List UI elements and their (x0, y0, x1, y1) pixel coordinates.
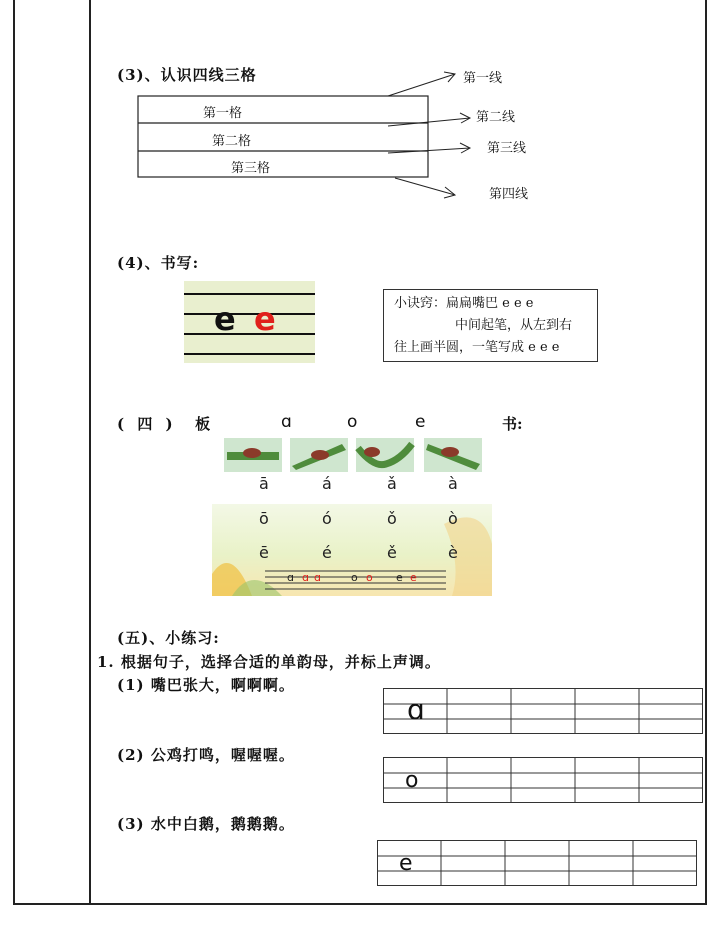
strip-letter-3: ɑ (314, 571, 321, 584)
practice-sentence-1: (1) 嘴巴张大，啊啊啊。 (117, 676, 295, 694)
tone-pictures (224, 438, 486, 472)
answer-letter-2: o (405, 768, 419, 793)
practice-heading: (五)、小练习: (117, 629, 220, 647)
tone-o-2: ó (322, 509, 332, 528)
section4-heading: (4)、书写: (117, 254, 200, 272)
tone-e-1: ē (259, 543, 269, 562)
tone-o-3: ǒ (387, 509, 397, 528)
board-letter-o: o (347, 412, 358, 432)
tone3-picture (356, 438, 414, 472)
answer-letter-3: e (399, 851, 413, 876)
strip-letter-7: e (410, 571, 417, 584)
frame-divider (89, 0, 91, 905)
tip-line-3: 往上画半圆，一笔写成 e e e (394, 340, 560, 355)
tone-a-1: ā (259, 474, 269, 493)
answer-grid-2[interactable] (383, 757, 703, 803)
board-letter-e: e (415, 412, 426, 432)
tone1-picture (224, 438, 282, 472)
tip-line-1: 小诀窍：扁扁嘴巴 e e e (394, 296, 534, 311)
strip-letter-5: o (366, 571, 373, 584)
tone-e-2: é (322, 543, 332, 562)
answer-letter-1: ɑ (407, 693, 425, 726)
writing-board (184, 281, 315, 363)
tone4-picture (424, 438, 482, 472)
frame-bottom (13, 903, 707, 905)
tone-e-3: ě (387, 543, 397, 562)
practice-instruction: 1. 根据句子，选择合适的单韵母，并标上声调。 (97, 653, 441, 671)
board-label-left: ( 四 ) 板 (117, 415, 215, 433)
tone-e-4: è (448, 543, 458, 562)
writing-tip-box (383, 289, 598, 362)
board-letter-a: ɑ (281, 412, 292, 432)
grid-cell-2-label: 第二格 (212, 134, 252, 149)
line-3-label: 第三线 (487, 141, 527, 156)
answer-grid-1[interactable] (383, 688, 703, 734)
strip-letter-2: ɑ (302, 571, 309, 584)
line-4-label: 第四线 (489, 187, 529, 202)
writing-letter-black: e (214, 300, 236, 338)
tone-o-4: ò (448, 509, 458, 528)
strip-letter-6: e (396, 571, 403, 584)
line-1-label: 第一线 (463, 71, 503, 86)
writing-letter-red: e (254, 300, 276, 338)
tone-o-1: ō (259, 509, 269, 528)
practice-sentence-2: (2) 公鸡打鸣，喔喔喔。 (117, 746, 295, 764)
frame-right (705, 0, 707, 905)
section3-heading: (3)、认识四线三格 (117, 66, 257, 84)
tone2-picture (290, 438, 348, 472)
letter-strip (265, 569, 446, 591)
practice-sentence-3: (3) 水中白鹅，鹅鹅鹅。 (117, 815, 295, 833)
tone-a-4: à (448, 474, 458, 493)
answer-grid-3[interactable] (377, 840, 697, 886)
tone-a-2: á (322, 474, 332, 493)
grid-cell-3-label: 第三格 (231, 161, 271, 176)
board-label-right: 书: (502, 415, 523, 433)
frame-left (13, 0, 15, 905)
strip-letter-4: o (351, 571, 358, 584)
tone-a-3: ǎ (387, 474, 397, 493)
tip-line-2: 中间起笔，从左到右 (455, 318, 573, 333)
line-2-label: 第二线 (476, 110, 516, 125)
grid-cell-1-label: 第一格 (203, 106, 243, 121)
strip-letter-1: ɑ (287, 571, 294, 584)
